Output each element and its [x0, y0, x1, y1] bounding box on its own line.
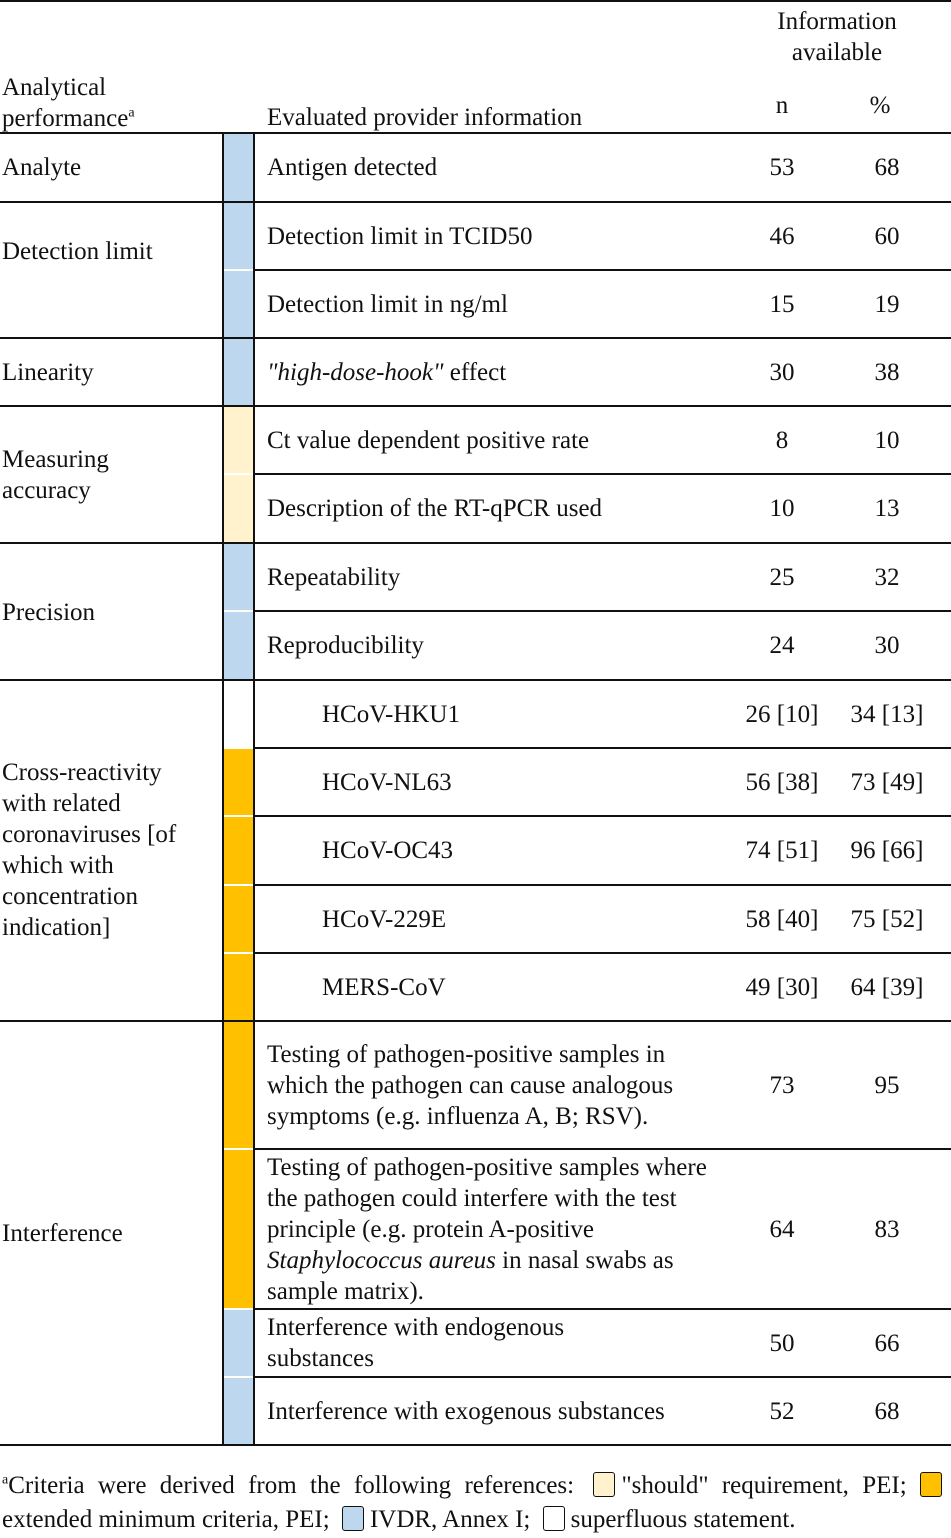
info-cell	[267, 1150, 712, 1308]
criterion-swatch	[224, 612, 253, 679]
info-italic: Staphylococcus aureus	[267, 1246, 496, 1274]
n-cell: 24	[769, 632, 795, 659]
percent-cell: 83	[874, 1215, 900, 1243]
percent-cell: 32	[874, 563, 900, 591]
criterion-swatch	[224, 1022, 253, 1148]
category-cross-reactivity: Cross-reactivity with related coronaviruses [of which with concentration indication]	[2, 759, 177, 941]
info-text: effect	[443, 358, 507, 386]
criterion-swatch	[224, 681, 253, 747]
n-cell: 49 [30]	[745, 973, 819, 1001]
category-measuring-accuracy: Measuring accuracy	[2, 446, 109, 504]
percent-cell: 75 [52]	[850, 905, 924, 933]
percent-cell: 68	[874, 154, 900, 181]
percent-cell: 19	[874, 290, 900, 318]
percent-cell: 38	[874, 358, 900, 386]
legend-swatch-ivdr	[342, 1506, 364, 1531]
legend-superfluous-label: superfluous statement.	[570, 1506, 796, 1533]
criterion-swatch	[224, 475, 253, 542]
info-cell: Ct value dependent positive rate	[267, 426, 590, 454]
n-cell: 15	[769, 290, 795, 318]
percent-cell: 96 [66]	[850, 837, 924, 864]
info-cell: MERS-CoV	[322, 973, 446, 1001]
criterion-swatch	[224, 134, 253, 201]
n-cell: 46	[769, 222, 795, 250]
legend-should-label: "should" requirement, PEI;	[621, 1472, 907, 1499]
criterion-swatch	[224, 339, 253, 405]
footnote-marker: a	[128, 105, 135, 121]
criterion-swatch	[224, 1310, 253, 1376]
n-cell: 10	[769, 495, 795, 522]
info-cell: Repeatability	[267, 563, 401, 591]
legend-ivdr-label: IVDR, Annex I;	[369, 1506, 531, 1533]
info-cell: HCoV-HKU1	[322, 700, 460, 728]
percent-cell: 34 [13]	[850, 700, 924, 728]
category-analyte: Analyte	[2, 154, 82, 181]
info-cell: Interference with exogenous substances	[267, 1397, 665, 1425]
header-n: n	[775, 92, 789, 119]
category-interference: Interference	[2, 1220, 123, 1247]
criterion-swatch	[224, 886, 253, 952]
n-cell: 30	[769, 358, 795, 386]
swatch-column-border-left	[222, 134, 224, 1446]
table-bottom-rule	[0, 1444, 951, 1446]
criterion-swatch	[224, 544, 253, 610]
percent-cell: 68	[874, 1397, 900, 1425]
criterion-swatch	[224, 1378, 253, 1444]
percent-cell: 13	[874, 495, 900, 522]
criterion-swatch	[224, 817, 253, 884]
header-analytical-performance: Analytical performance$^a$	[2, 74, 135, 132]
percent-cell: 10	[874, 426, 900, 454]
info-cell: Antigen detected	[267, 154, 438, 181]
percent-cell: 73 [49]	[850, 768, 924, 796]
n-cell: 50	[769, 1329, 795, 1357]
criterion-swatch	[224, 271, 253, 337]
info-cell: Interference with endogenous substances	[267, 1314, 565, 1372]
percent-cell: 30	[874, 632, 900, 659]
info-cell: HCoV-OC43	[322, 837, 454, 864]
n-cell: 26 [10]	[745, 700, 819, 728]
footnote-intro: Criteria were derived from the following references:	[8, 1472, 575, 1499]
header-evaluated-info: Evaluated provider information	[267, 104, 583, 131]
legend-swatch-should	[593, 1472, 615, 1497]
header-info-available: Information available	[777, 8, 897, 66]
category-detection-limit: Detection limit	[2, 237, 153, 265]
category-linearity: Linearity	[2, 358, 94, 386]
criterion-swatch	[224, 749, 253, 815]
category-precision: Precision	[2, 599, 96, 626]
header-percent: %	[869, 92, 891, 119]
info-text: in nasal swabs as sample matrix).	[267, 1246, 674, 1305]
criterion-swatch	[224, 407, 253, 473]
info-text: Testing of pathogen-positive samples where the pathogen could interfere with the test principle (e.g. protein A-positive	[267, 1153, 707, 1243]
info-cell: Detection limit in ng/ml	[267, 290, 508, 318]
n-cell: 52	[769, 1397, 795, 1425]
n-cell: 56 [38]	[745, 768, 819, 796]
info-cell: Reproducibility	[267, 632, 424, 659]
n-cell: 74 [51]	[745, 837, 819, 864]
percent-cell: 60	[874, 222, 900, 250]
info-cell: HCoV-229E	[322, 905, 447, 933]
n-cell: 73	[769, 1071, 795, 1099]
info-cell: Testing of pathogen-positive samples in which the pathogen can cause analogous symptoms (e.g. influenza A, B; RSV).	[267, 1040, 674, 1130]
legend-swatch-superfluous	[543, 1506, 565, 1531]
footnote	[2, 1469, 948, 1537]
percent-cell: 64 [39]	[850, 973, 924, 1001]
n-cell: 58 [40]	[745, 905, 819, 933]
legend-extended-label: extended minimum criteria, PEI;	[2, 1506, 330, 1533]
swatch-column-border-right	[253, 134, 255, 1446]
info-cell: HCoV-NL63	[322, 768, 452, 796]
criterion-swatch	[224, 954, 253, 1020]
percent-cell: 95	[874, 1071, 900, 1099]
percent-cell: 66	[874, 1329, 900, 1357]
info-cell	[267, 339, 727, 405]
criterion-swatch	[224, 203, 253, 269]
info-cell: Description of the RT-qPCR used	[267, 495, 603, 522]
n-cell: 64	[769, 1215, 795, 1243]
n-cell: 53	[769, 154, 795, 181]
legend-swatch-extended	[920, 1472, 942, 1497]
table-top-rule	[0, 0, 951, 2]
criterion-swatch	[224, 1150, 253, 1308]
n-cell: 25	[769, 563, 795, 591]
info-cell: Detection limit in TCID50	[267, 222, 533, 250]
footnote-marker: a	[2, 1472, 9, 1488]
info-italic: "high-dose-hook"	[267, 358, 444, 386]
n-cell: 8	[775, 426, 789, 454]
